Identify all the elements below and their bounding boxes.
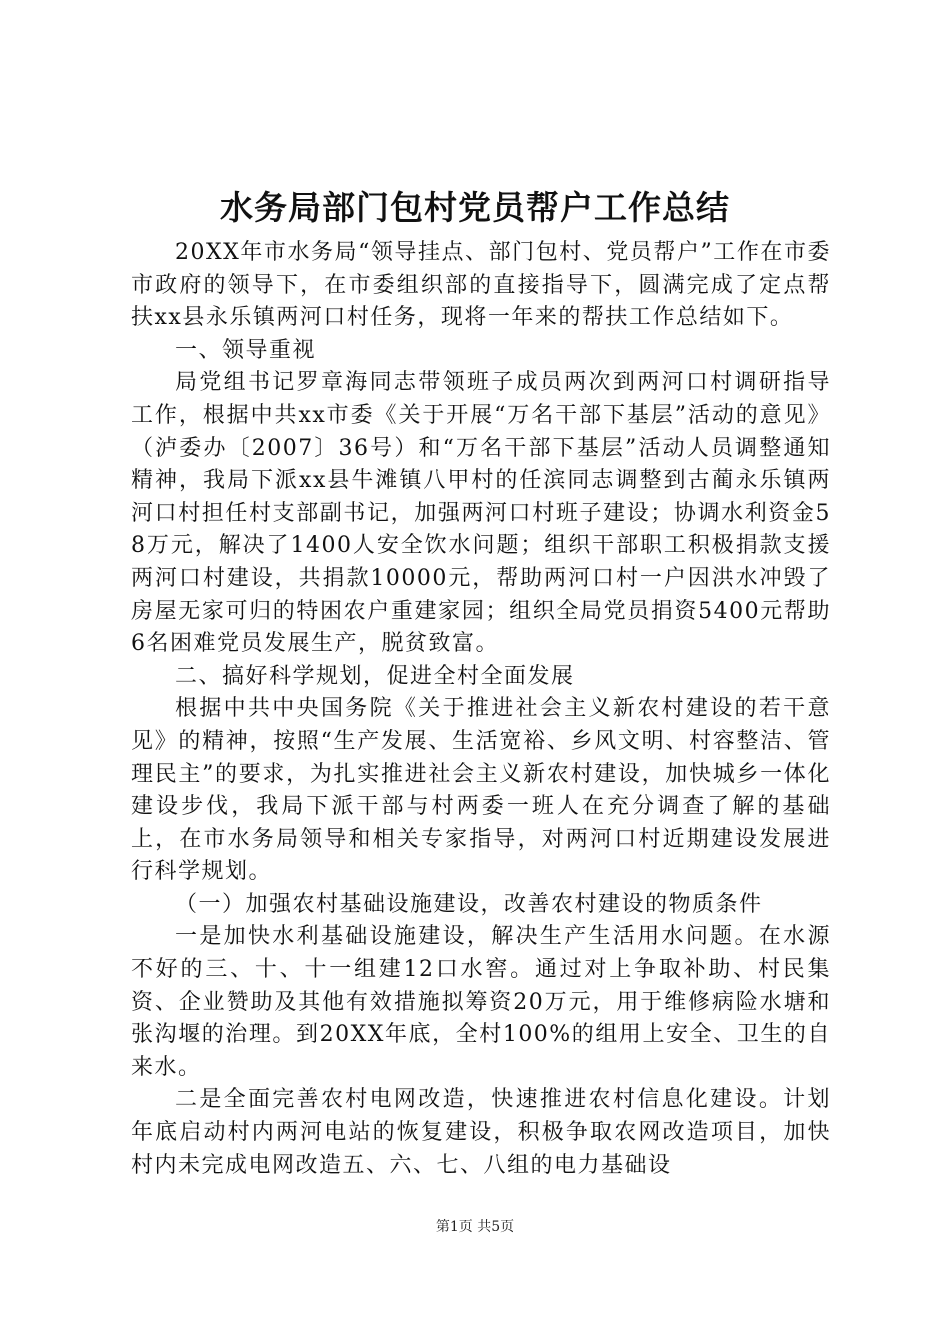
body-paragraph: 根据中共中央国务院《关于推进社会主义新农村建设的若干意见》的精神，按照“生产发展、生活宽裕、乡风文明、村容整洁、管理民主”的要求，为扎实推进社会主义新农村建设，加快城乡一体化建设步伐，我局下派干部与村两委一班人在充分调查了解的基础上，在市水务局领导和相关专家指导，对两河口村近期建设发展进行科学规划。: [131, 696, 831, 885]
document-title: 水务局部门包村党员帮户工作总结: [220, 188, 730, 227]
body-paragraph: 局党组书记罗章海同志带领班子成员两次到两河口村调研指导工作，根据中共xx市委《关于开展“万名干部下基层”活动的意见》（泸委办〔2007〕36号）和“万名干部下基层”活动人员调整通知精神，我局下派xx县牛滩镇八甲村的任滨同志调整到古蔺永乐镇两河口村担任村支部副书记，加强两河口村班子建设；协调水利资金58万元，解决了1400人安全饮水问题；组织干部职工积极捐款支援两河口村建设，共捐款10000元，帮助两河口村一户因洪水冲毁了房屋无家可归的特困农户重建家园；组织全局党员捐资5400元帮助6名困难党员发展生产，脱贫致富。: [131, 370, 831, 657]
section-heading-1: 一、领导重视: [175, 337, 317, 363]
body-paragraph: 二是全面完善农村电网改造，快速推进农村信息化建设。计划年底启动村内两河电站的恢复建设，积极争取农网改造项目，加快村内未完成电网改造五、六、七、八组的电力基础设: [131, 1087, 831, 1178]
body-paragraph: 一是加快水利基础设施建设，解决生产生活用水问题。在水源不好的三、十、十一组建12口水窖。通过对上争取补助、村民集资、企业赞助及其他有效措施拟筹资20万元，用于维修病险水塘和张沟堰的治理。到20XX年底，全村100%的组用上安全、卫生的自来水。: [131, 924, 831, 1080]
page-number-footer: 第1页 共5页: [435, 1219, 515, 1235]
intro-paragraph: 20XX年市水务局“领导挂点、部门包村、党员帮户”工作在市委市政府的领导下，在市委组织部的直接指导下，圆满完成了定点帮扶xx县永乐镇两河口村任务，现将一年来的帮扶工作总结如下。: [131, 240, 831, 331]
subsection-heading-1: （一）加强农村基础设施建设，改善农村建设的物质条件: [175, 891, 763, 917]
document-body: [131, 237, 831, 1182]
section-heading-2: 二、搞好科学规划，促进全村全面发展: [175, 663, 575, 689]
